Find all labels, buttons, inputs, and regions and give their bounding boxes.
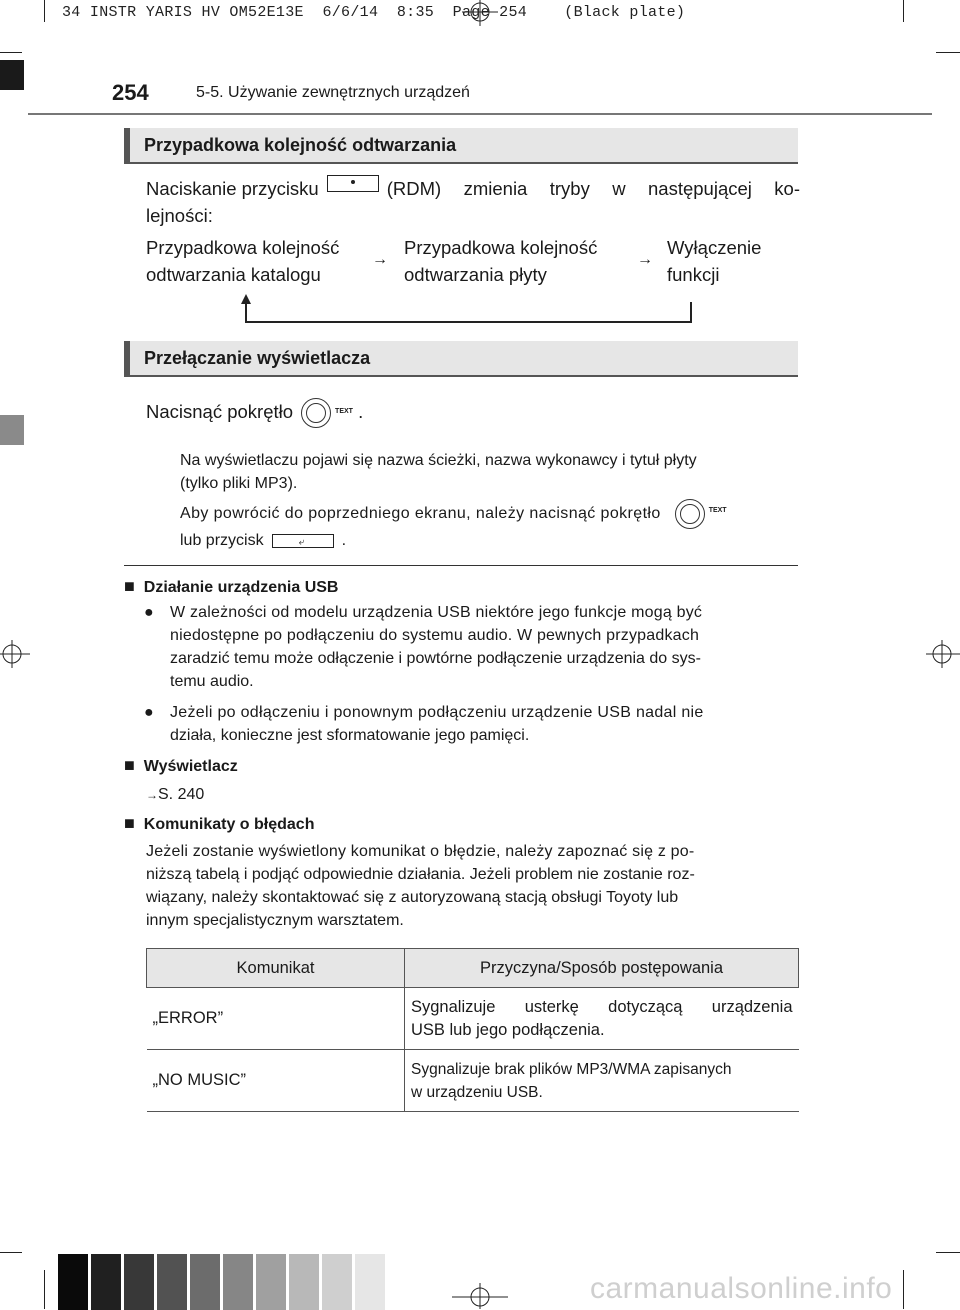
page-reference[interactable]: →S. 240 bbox=[146, 786, 205, 803]
table-row bbox=[147, 988, 799, 1050]
table-row bbox=[147, 1050, 799, 1112]
color-swatch bbox=[58, 1254, 88, 1310]
registration-mark-icon bbox=[452, 1283, 508, 1309]
circle-bullet-icon: ● bbox=[144, 604, 154, 621]
text-knob-icon bbox=[675, 499, 705, 529]
display-note-1: Na wyświetlaczu pojawi się nazwa ścieżki, nazwa wykonawcy i tytuł płyty (tylko pliki MP3). bbox=[180, 452, 697, 492]
color-swatch bbox=[157, 1254, 187, 1310]
color-swatch bbox=[289, 1254, 319, 1310]
random-intro: Naciskanie przycisku (RDM) zmienia tryby w następującej ko- lejności: bbox=[146, 175, 800, 229]
errors-heading: ■ Komunikaty o błędach bbox=[124, 813, 315, 833]
section-title: Przypadkowa kolejność odtwarzania bbox=[144, 135, 457, 155]
arrow-right-icon: → bbox=[372, 251, 388, 268]
usb-heading: ■ Działanie urządzenia USB bbox=[124, 576, 339, 596]
error-table bbox=[146, 948, 799, 1112]
return-button-icon: ⤶ bbox=[272, 534, 334, 548]
flow-step: Przypadkowa kolejność odtwarzania katalogu bbox=[146, 237, 340, 285]
flow-step: Wyłączenie funkcji bbox=[667, 237, 762, 285]
crop-mark bbox=[44, 1270, 45, 1309]
usb-bullet-1: ● W zależności od modelu urządzenia USB niektóre jego funkcje mogą być niedostępne po podłączeniu do systemu audio. W pewnych przypadkach zaradzić temu może odłączenie i powtórne podłączenie urządzenia do sys- temu audio. bbox=[146, 601, 798, 693]
crop-mark bbox=[936, 52, 960, 53]
section-tab-marker bbox=[0, 415, 24, 445]
usb-bullet-2: ● Jeżeli po odłączeniu i ponownym podłączeniu urządzenie USB nadal nie działa, konieczne jest sformatowanie jego pamięci. bbox=[146, 701, 798, 747]
registration-mark-icon bbox=[926, 634, 960, 674]
section-title: Przełączanie wyświetlacza bbox=[144, 348, 371, 368]
color-swatch bbox=[256, 1254, 286, 1310]
rdm-button-icon bbox=[327, 175, 379, 192]
watermark: carmanualsonline.info bbox=[590, 1272, 893, 1305]
table-cell: „NO MUSIC” bbox=[147, 1050, 405, 1112]
section-heading-display bbox=[124, 341, 798, 377]
color-swatch bbox=[190, 1254, 220, 1310]
color-swatch bbox=[322, 1254, 352, 1310]
running-header: 5-5. Używanie zewnętrznych urządzeń bbox=[196, 84, 470, 101]
square-bullet-icon: ■ bbox=[124, 755, 135, 775]
table-cell: Sygnalizuje usterkę dotyczącą urządzenia USB lub jego podłączenia. bbox=[405, 988, 799, 1050]
header-rule bbox=[28, 113, 932, 115]
crop-mark bbox=[0, 52, 22, 53]
crop-mark bbox=[44, 0, 45, 22]
color-swatch bbox=[223, 1254, 253, 1310]
table-header-cell: Przyczyna/Sposób postępowania bbox=[405, 949, 799, 988]
page-number: 254 bbox=[112, 80, 149, 105]
text-knob-icon bbox=[301, 398, 331, 428]
press-instruction: Nacisnąć pokrętło $^{TEXT}$ . bbox=[146, 398, 363, 428]
crop-mark bbox=[903, 0, 904, 22]
square-bullet-icon: ■ bbox=[124, 813, 135, 833]
arrow-right-icon: → bbox=[146, 788, 158, 802]
loop-back-arrow-icon bbox=[236, 294, 702, 328]
table-header-row bbox=[147, 949, 799, 988]
divider bbox=[124, 565, 798, 566]
arrow-right-icon: → bbox=[637, 251, 653, 268]
errors-text: Jeżeli zostanie wyświetlony komunikat o błędzie, należy zapoznać się z po- niższą tabelą i podjąć odpowiednie działania. Jeżeli problem nie zostanie roz- wiązany, należy skontaktować się z autoryzowaną stacją obsługi Toyoty lub innym specjalistycznym warsztatem. bbox=[146, 843, 695, 929]
color-swatch bbox=[91, 1254, 121, 1310]
square-bullet-icon: ■ bbox=[124, 576, 135, 596]
table-cell: „ERROR” bbox=[147, 988, 405, 1050]
crop-mark bbox=[903, 1270, 904, 1309]
registration-mark-icon bbox=[0, 634, 30, 674]
crop-mark bbox=[936, 1252, 960, 1253]
color-swatch bbox=[124, 1254, 154, 1310]
flow-step: Przypadkowa kolejność odtwarzania płyty bbox=[404, 237, 598, 285]
section-heading-random bbox=[124, 128, 798, 164]
section-tab-marker bbox=[0, 60, 24, 90]
display-note-2: Aby powrócić do poprzedniego ekranu, należy nacisnąć pokrętło $^{TEXT}$ lub przycisk ⤶ . bbox=[180, 499, 798, 552]
crop-mark bbox=[0, 1252, 22, 1253]
table-cell: Sygnalizuje brak plików MP3/WMA zapisanych w urządzeniu USB. bbox=[405, 1050, 799, 1112]
color-swatch bbox=[355, 1254, 385, 1310]
table-header-cell: Komunikat bbox=[147, 949, 405, 988]
circle-bullet-icon: ● bbox=[144, 704, 154, 721]
screen-heading: ■ Wyświetlacz bbox=[124, 755, 238, 775]
print-slug: 34 INSTR YARIS HV OM52E13E 6/6/14 8:35 Page 254 (Black plate) bbox=[62, 4, 686, 21]
